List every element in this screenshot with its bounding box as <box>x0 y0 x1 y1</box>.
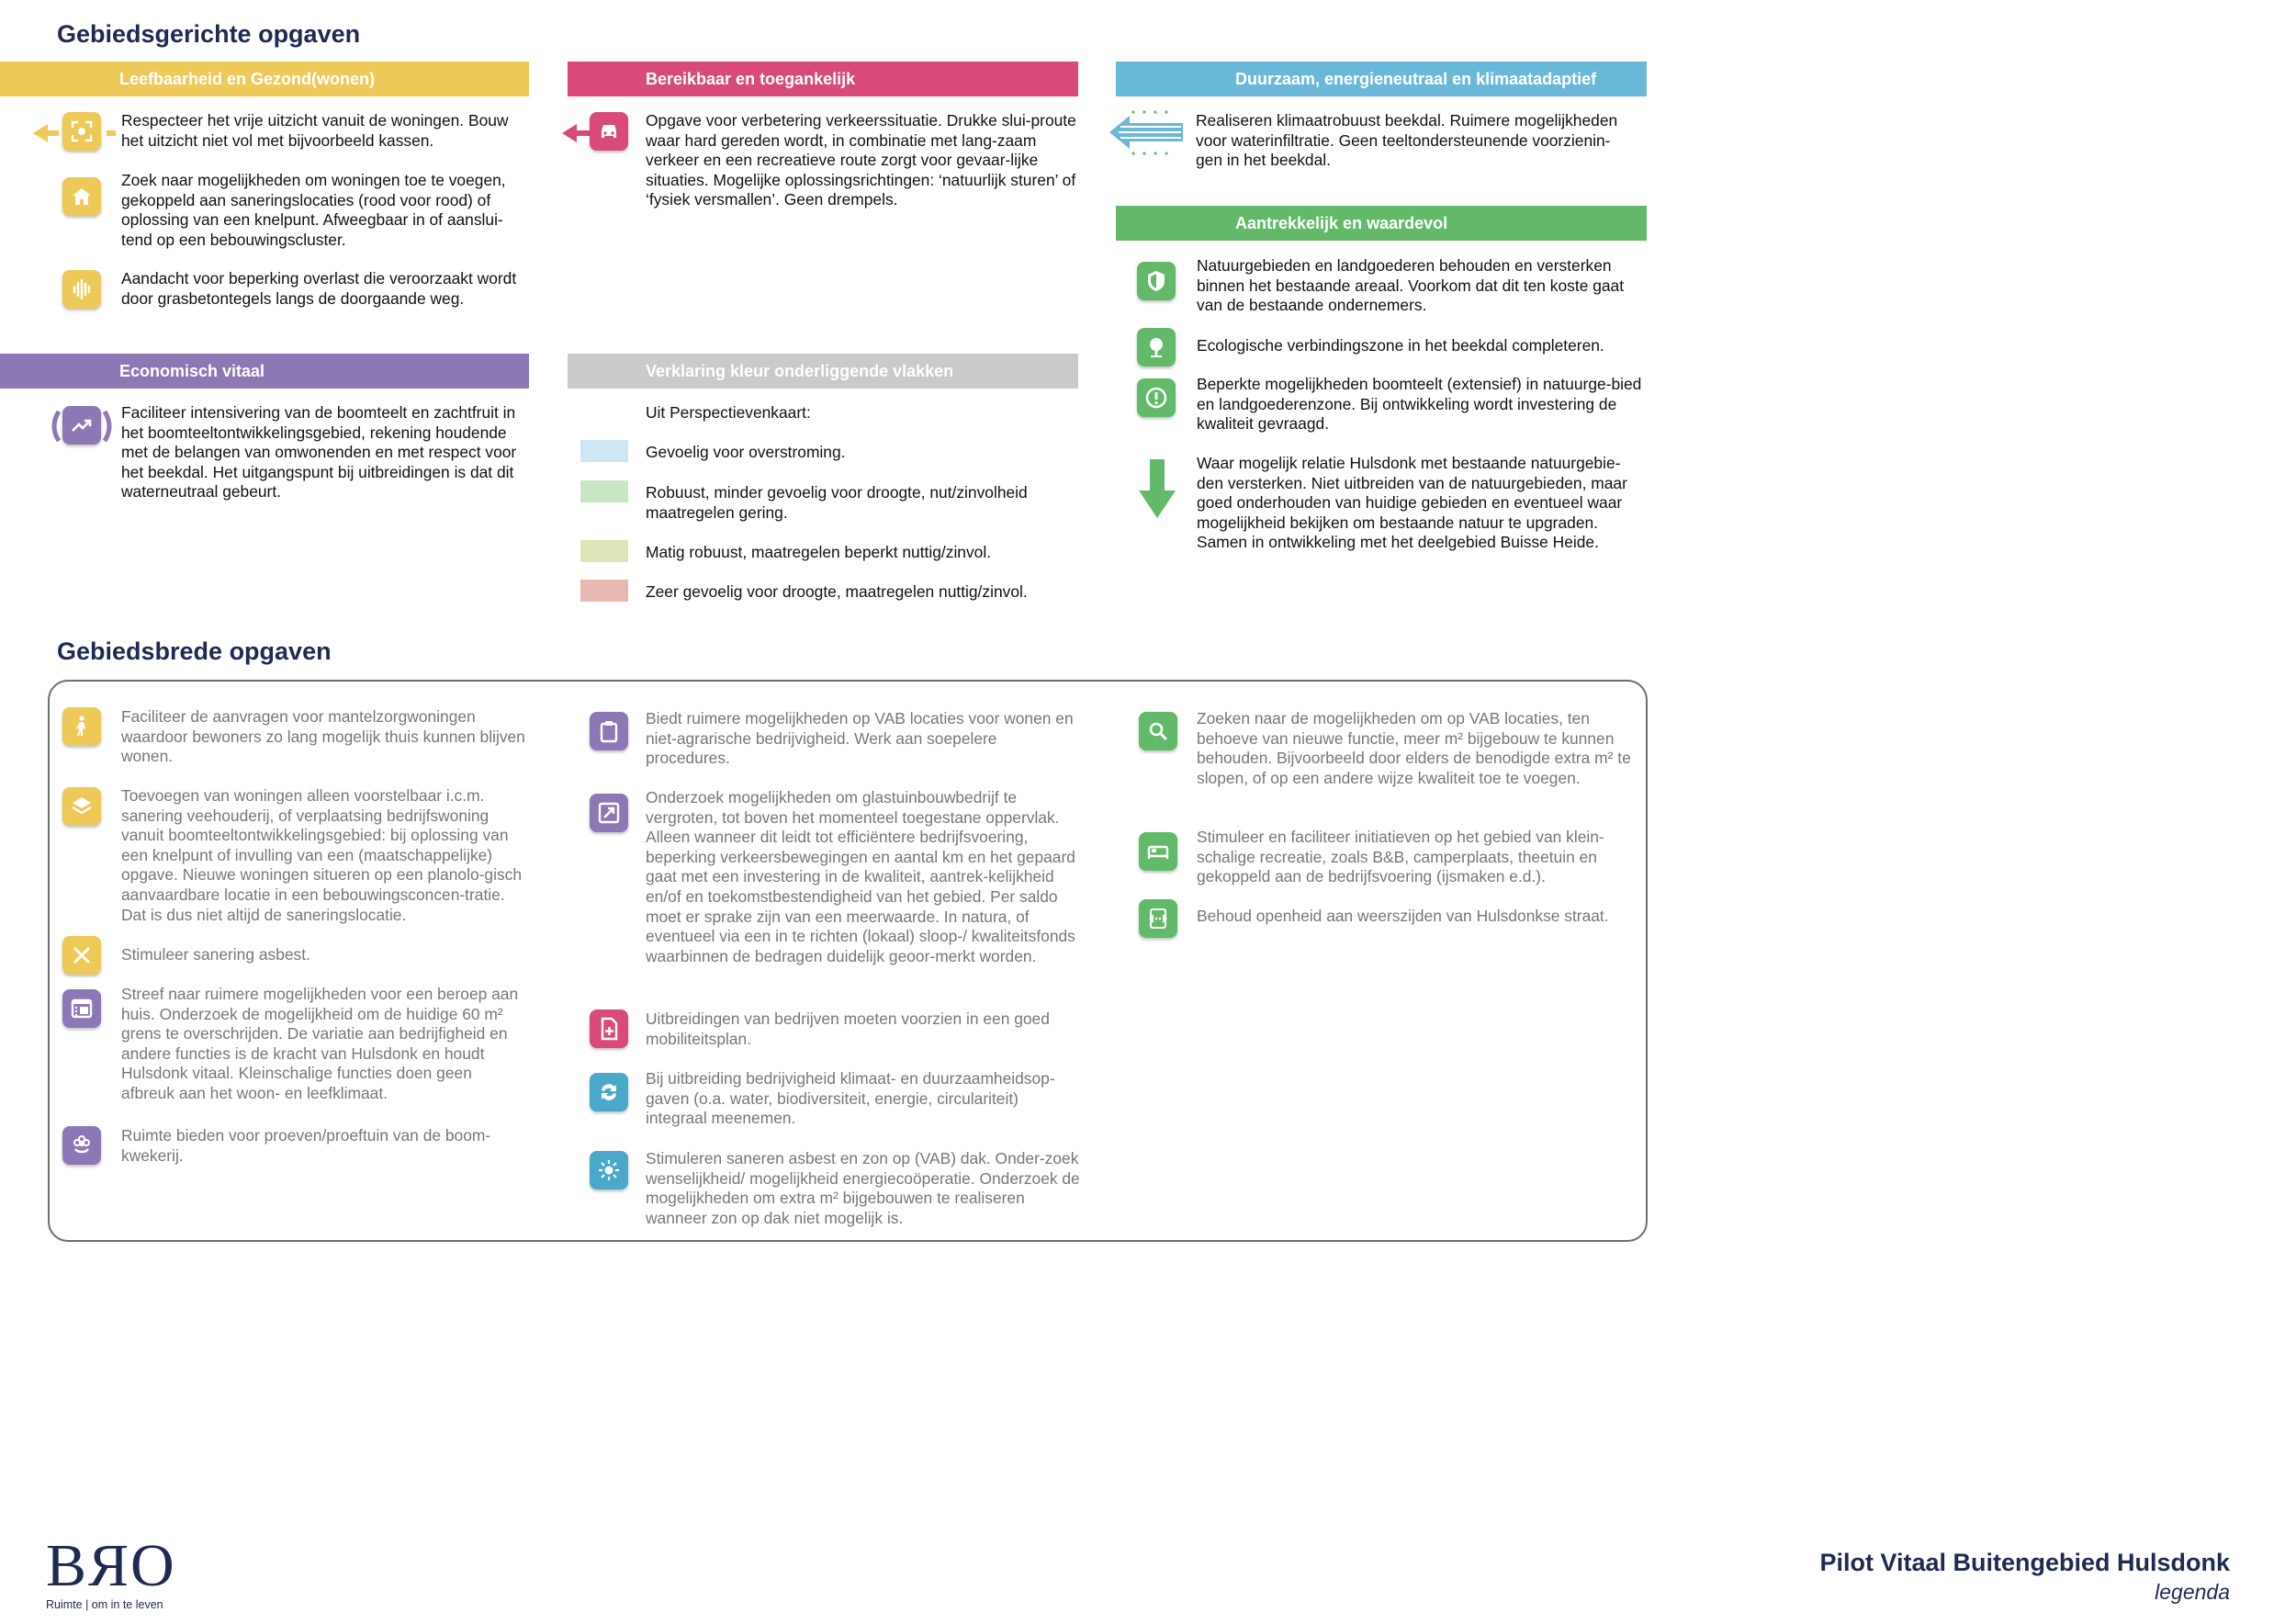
brede-col1-item-1: Faciliteer de aanvragen voor mantelzorgwoningen waardoor bewoners zo lang mogelijk thuis kunnen blijven wonen. <box>121 707 525 766</box>
bed-icon <box>1139 832 1177 871</box>
band-aantrekkelijk: Aantrekkelijk en waardevol <box>1116 206 1647 241</box>
close-x-icon <box>62 936 101 975</box>
aantrekkelijk-item-1: Natuurgebieden en landgoederen behouden en versterken binnen het bestaande areaal. Voorkom dat dit ten koste gaat van de bestaande ondernemers. <box>1197 256 1625 315</box>
brede-col2-item-2: Onderzoek mogelijkheden om glastuinbouwbedrijf te vergroten, tot boven het momenteel toegestane oppervlak. Alleen wanneer dit leidt tot efficiëntere bedrijfsvoering, beperking verkeersbewegingen en aantal km en het gepaard gaat met een investering in de kwaliteit, aantrek-kelijkheid en/of en toekomstbestendigheid van het gebied. Per saldo moet er sprake zijn van een meerwaarde. In natura, of eventueel via een in te richten (lokaal) sloop-/ kwaliteitsfonds waarbinnen de bedragen duidelijk geoor-merkt worden. <box>646 788 1075 965</box>
swatch-zeer-gevoelig <box>580 580 628 602</box>
brede-col3-item-2: Stimuleer en faciliteer initiatieven op het gebied van klein-schalige recreatie, zoals B&B, camperplaats, theetuin en gekoppeld aan de bedrijfsvoering (ijsmaken e.d.). <box>1197 828 1604 886</box>
verklaring-item-3: Matig robuust, maatregelen beperkt nuttig/zinvol. <box>646 543 992 561</box>
water-arrow-icon <box>1109 110 1185 156</box>
brede-col1-item-5: Ruimte bieden voor proeven/proeftuin van de boom-kwekerij. <box>121 1126 491 1165</box>
alert-icon <box>1137 378 1176 417</box>
aantrekkelijk-item-4: Waar mogelijk relatie Hulsdonk met bestaande natuurgebie-den versterken. Niet uitbreiden van de natuurgebieden, maar goed onderhouden van huidige gebieden en eventueel waar mogelijkheid bekijken om bestaande natuur te upgraden. Samen in ontwikkeling met het deelgebied Buisse Heide. <box>1197 454 1627 552</box>
arrow-down-green-icon <box>1137 459 1177 518</box>
walking-person-icon <box>62 707 101 746</box>
band-verklaring: Verklaring kleur onderliggende vlakken <box>568 354 1078 389</box>
bro-logo <box>46 1532 176 1611</box>
search-icon <box>1139 712 1177 750</box>
brede-col2-item-1: Biedt ruimere mogelijkheden op VAB locaties voor wonen en niet-agrarische bedrijvigheid. Werk aan soepelere procedures. <box>646 709 1074 768</box>
bro-logo-tagline: Ruimte | om in te leven <box>46 1598 163 1611</box>
verklaring-intro: Uit Perspectievenkaart: <box>646 403 811 422</box>
verklaring-item-4: Zeer gevoelig voor droogte, maatregelen nuttig/zinvol. <box>646 582 1028 601</box>
leefbaarheid-item-3: Aandacht voor beperking overlast die veroorzaakt wordt door grasbetontegels langs de doorgaande weg. <box>121 269 517 308</box>
band-economisch: Economisch vitaal <box>0 354 529 389</box>
leefbaarheid-item-2: Zoek naar mogelijkheden om woningen toe te voegen, gekoppeld aan saneringslocaties (rood voor rood) of oplossing van een knelpunt. Afweegbaar in of aanslui-tend op een bebouwingscluster. <box>121 171 506 249</box>
flower-icon <box>62 1126 101 1165</box>
clipboard-icon <box>590 712 628 750</box>
shield-icon <box>1137 262 1176 300</box>
duurzaam-item-1: Realiseren klimaatrobuust beekdal. Ruimere mogelijkheden voor waterinfiltratie. Geen teeltondersteunende voorzienin-gen in het beekdal. <box>1196 111 1618 170</box>
resize-icon <box>590 794 628 832</box>
brede-col3-item-3: Behoud openheid aan weerszijden van Hulsdonkse straat. <box>1197 907 1609 925</box>
economisch-item-1: Faciliteer intensivering van de boomteelt en zachtfruit in het boomteeltontwikkelingsgebied, rekening houdende met de belangen van omwonenden en met respect voor het beekdal. Het uitgangspunt bij uitbreidingen is dat dit waterneutraal gebeurt. <box>121 403 517 502</box>
brede-col1-item-4: Streef naar ruimere mogelijkheden voor een beroep aan huis. Onderzoek de mogelijkheid om de huidige 60 m² grens te overschrijden. De variatie aan bedrijfigheid en andere functies is de kracht van Hulsdonk en houdt Hulsdonk vitaal. Kleinschalige functies doen geen afbreuk aan het woon- en leefklimaat. <box>121 985 519 1102</box>
bro-logo-mark: BЯO <box>46 1532 176 1599</box>
sun-icon <box>590 1151 628 1190</box>
refresh-cycle-icon <box>590 1073 628 1111</box>
band-bereikbaar: Bereikbaar en toegankelijk <box>568 62 1078 96</box>
house-icon <box>62 177 101 216</box>
tree-icon <box>1137 328 1176 367</box>
sound-wave-icon <box>62 270 101 309</box>
open-space-arrows-icon <box>1139 899 1177 938</box>
car-icon <box>590 112 628 151</box>
section-title-gebiedsbreed: Gebiedsbrede opgaven <box>57 637 332 665</box>
band-duurzaam: Duurzaam, energieneutraal en klimaatadaptief <box>1116 62 1647 96</box>
document-subtitle: legenda <box>2155 1580 2230 1604</box>
swatch-robuust <box>580 480 628 502</box>
window-grid-icon <box>62 989 101 1028</box>
band-leefbaarheid: Leefbaarheid en Gezond(wonen) <box>0 62 529 96</box>
brede-col2-item-3: Uitbreidingen van bedrijven moeten voorzien in een goed mobiliteitsplan. <box>646 1009 1050 1048</box>
swatch-matig <box>580 540 628 562</box>
swatch-overstroming <box>580 440 628 462</box>
document-title: Pilot Vitaal Buitengebied Hulsdonk <box>1819 1549 2230 1576</box>
verklaring-item-1: Gevoelig voor overstroming. <box>646 443 846 461</box>
trending-up-icon <box>62 406 101 445</box>
layers-icon <box>62 787 101 826</box>
brede-col2-item-4: Bij uitbreiding bedrijvigheid klimaat- en duurzaamheidsop-gaven (o.a. water, biodiversiteit, energie, circulariteit) integraal meenemen. <box>646 1069 1055 1128</box>
section-title-gebiedsgericht: Gebiedsgerichte opgaven <box>57 20 361 48</box>
bereikbaar-item-1: Opgave voor verbetering verkeerssituatie. Drukke slui-proute waar hard gereden wordt, in combinatie met lang-zaam verkeer en een recreatieve route zorgt voor gevaar-lijke situaties. Mogelijke oplossingsrichtingen: ‘natuurlijk sturen’ of ‘fysiek versmallen’. Geen drempels. <box>646 111 1076 209</box>
view-focus-icon <box>62 112 101 151</box>
aantrekkelijk-item-2: Ecologische verbindingszone in het beekdal completeren. <box>1197 336 1604 355</box>
brede-col1-item-2: Toevoegen van woningen alleen voorstelbaar i.c.m. sanering veehouderij, of verplaatsing bedrijfswoning vanuit boomteeltontwikkelingsgebied: bij oplossing van een knelpunt of invulling van een (maatschappelijke) opgave. Nieuwe woningen situeren op een planolo-gisch aanvaardbare locatie in een bebouwingsconcen-tratie. Dat is dus niet altijd de saneringslocatie. <box>121 786 523 924</box>
brede-col2-item-5: Stimuleren saneren asbest en zon op (VAB) dak. Onder-zoek wenselijkheid/ mogelijkheid energiecoöperatie. Onderzoek de mogelijkheden om extra m² bijgebouwen te realiseren wanneer zon op dak niet mogelijk is. <box>646 1149 1080 1227</box>
leefbaarheid-item-1: Respecteer het vrije uitzicht vanuit de woningen. Bouw het uitzicht niet vol met bijvoorbeeld kassen. <box>121 111 509 150</box>
brede-col3-item-1: Zoeken naar de mogelijkheden om op VAB locaties, ten behoeve van nieuwe functie, meer m² bijgebouw te kunnen behouden. Bijvoorbeeld door elders de benodigde extra m² te slopen, of op een andere wijze kwaliteit toe te voegen. <box>1197 709 1631 787</box>
aantrekkelijk-item-3: Beperkte mogelijkheden boomteelt (extensief) in natuurge-bied en landgoederenzone. Bij ontwikkeling wordt investering de kwaliteit gevraagd. <box>1197 375 1642 434</box>
document-plus-icon <box>590 1009 628 1048</box>
verklaring-item-2: Robuust, minder gevoelig voor droogte, nut/zinvolheid maatregelen gering. <box>646 483 1028 522</box>
brede-col1-item-3: Stimuleer sanering asbest. <box>121 945 310 964</box>
